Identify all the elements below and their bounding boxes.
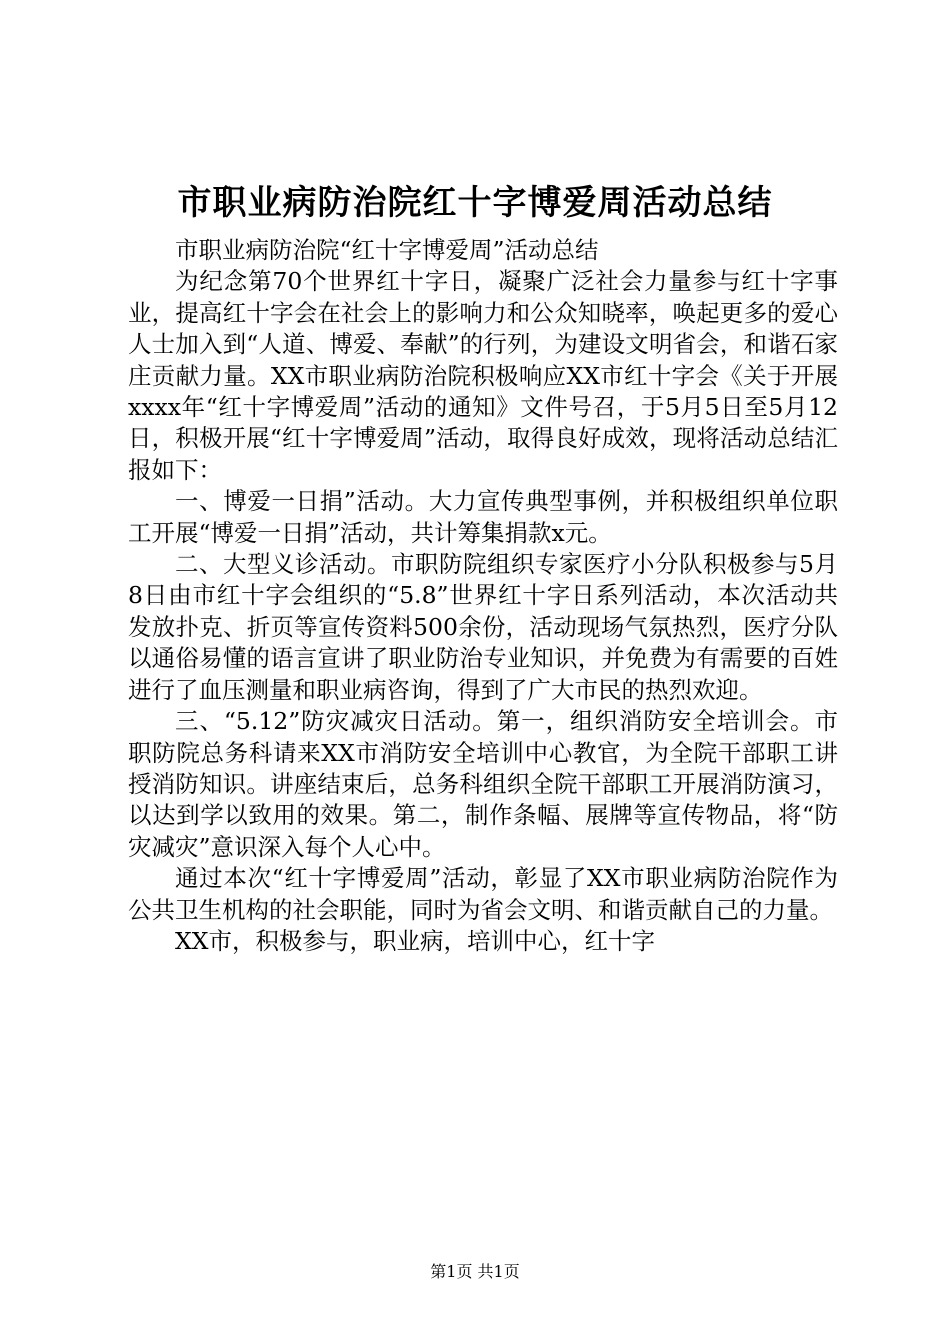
section-three-paragraph: 三、“5.12”防灾减灾日活动。第一，组织消防安全培训会。市职防院总务科请来XX市消防安全培训中心教官，为全院干部职工讲授消防知识。讲座结束后，总务科组织全院干部职工开展消防演习，以达到学以致用的效果。第二，制作条幅、展牌等宣传物品，将“防灾减灾”意识深入每个人心中。 <box>128 707 838 861</box>
keywords-paragraph: XX市，积极参与，职业病，培训中心，红十字 <box>175 926 655 955</box>
section-one-paragraph: 一、博爱一日捐”活动。大力宣传典型事例，并积极组织单位职工开展“博爱一日捐”活动，共计筹集捐款x元。 <box>128 487 838 547</box>
section-two-paragraph: 二、大型义诊活动。市职防院组织专家医疗小分队积极参与5月8日由市红十字会组织的“5.8”世界红十字日系列活动，本次活动共发放扑克、折页等宣传资料500余份，活动现场气氛热烈，医疗分队以通俗易懂的语言宣讲了职业防治专业知识，并免费为有需要的百姓进行了血压测量和职业病咨询，得到了广大市民的热烈欢迎。 <box>128 550 838 704</box>
page-number-footer: 第1页 共1页 <box>430 1262 520 1281</box>
conclusion-paragraph: 通过本次“红十字博爱周”活动，彰显了XX市职业病防治院作为公共卫生机构的社会职能，同时为省会文明、和谐贡献自己的力量。 <box>128 864 838 924</box>
subtitle-paragraph: 市职业病防治院“红十字博爱周”活动总结 <box>175 236 599 264</box>
intro-paragraph: 为纪念第70个世界红十字日，凝聚广泛社会力量参与红十字事业，提高红十字会在社会上的影响力和公众知晓率，唤起更多的爱心人士加入到“人道、博爱、奉献”的行列，为建设文明省会，和谐石家庄贡献力量。XX市职业病防治院积极响应XX市红十字会《关于开展xxxx年“红十字博爱周”活动的通知》文件号召，于5月5日至5月12日，积极开展“红十字博爱周”活动，取得良好成效，现将活动总结汇报如下： <box>128 267 839 484</box>
document-title: 市职业病防治院红十字博爱周活动总结 <box>177 183 773 223</box>
document-body <box>128 235 838 957</box>
